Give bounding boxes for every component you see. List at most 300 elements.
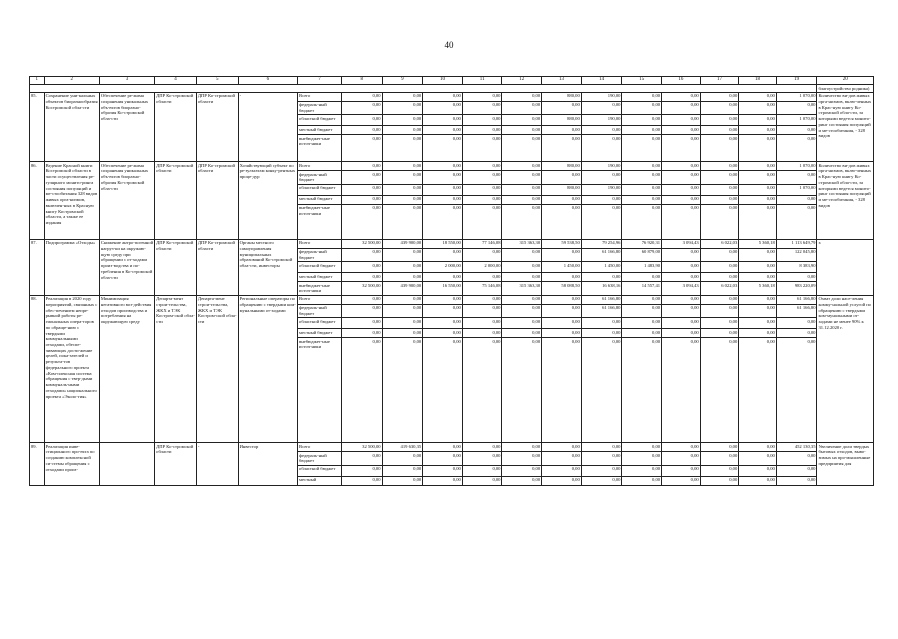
- funding-value: 0,00: [581, 195, 622, 204]
- participant: -: [238, 92, 297, 161]
- funding-value: 452 130,35: [776, 443, 817, 452]
- funding-value: 0,00: [739, 101, 777, 114]
- funding-value: 0,00: [700, 329, 739, 338]
- measure-name: Подпрограмма «Отходы»: [44, 239, 99, 295]
- funding-value: 0,00: [341, 248, 382, 261]
- funding-value: 3 094,43: [662, 239, 701, 248]
- funding-value: 0,00: [423, 338, 463, 443]
- column-number: 20: [817, 77, 874, 85]
- continuation-note: благоустройство родника): [817, 85, 874, 93]
- funding-value: 0,00: [382, 248, 423, 261]
- funding-source: областной бюджет: [298, 115, 342, 126]
- funding-value: 0,00: [502, 443, 542, 452]
- funding-value: 0,00: [739, 92, 777, 101]
- funding-value: 0,00: [423, 304, 463, 317]
- funding-value: 0,00: [502, 262, 542, 273]
- funding-value: 0,00: [341, 204, 382, 239]
- funding-value: 0,00: [423, 465, 463, 476]
- funding-line: [30, 295, 874, 304]
- funding-value: 0,00: [341, 273, 382, 282]
- funding-value: 880,00: [542, 184, 582, 195]
- column-number: 8: [341, 77, 382, 85]
- funding-value: 0,00: [662, 338, 701, 443]
- funding-value: 0,00: [739, 338, 777, 443]
- funding-value: 58 088,50: [542, 282, 582, 295]
- funding-value: 0,00: [662, 318, 701, 329]
- column-number: 2: [44, 77, 99, 85]
- funding-value: 0,00: [622, 92, 662, 101]
- funding-value: 0,00: [502, 92, 542, 101]
- funding-value: 60 879,00: [622, 248, 662, 261]
- funding-value: 0,00: [341, 101, 382, 114]
- column-number: 9: [382, 77, 423, 85]
- funding-value: 0,00: [542, 452, 582, 465]
- funding-value: 32 500,00: [341, 239, 382, 248]
- funding-value: 0,00: [423, 476, 463, 485]
- funding-value: 0,00: [776, 126, 817, 135]
- funding-value: 0,00: [776, 171, 817, 184]
- funding-value: 0,00: [776, 476, 817, 485]
- funding-value: 0,00: [462, 195, 502, 204]
- funding-value: 61 166,80: [581, 248, 622, 261]
- funding-value: 0,00: [581, 273, 622, 282]
- funding-value: 0,00: [542, 465, 582, 476]
- column-number: 7: [298, 77, 342, 85]
- column-number: 4: [155, 77, 197, 85]
- funding-source: Всего: [298, 239, 342, 248]
- funding-value: 0,00: [423, 204, 463, 239]
- funding-value: 0,00: [502, 452, 542, 465]
- funding-value: 0,00: [700, 443, 739, 452]
- funding-value: 0,00: [462, 443, 502, 452]
- funding-value: 0,00: [542, 204, 582, 239]
- funding-value: 190,00: [581, 162, 622, 171]
- funding-value: 3 094,43: [662, 282, 701, 295]
- funding-value: 2 000,00: [462, 262, 502, 273]
- co-executor: ДПР Ко-стромской области: [196, 92, 238, 161]
- funding-value: 0,00: [542, 101, 582, 114]
- funding-value: 0,00: [776, 452, 817, 465]
- funding-value: 0,00: [341, 304, 382, 317]
- funding-value: 0,00: [423, 443, 463, 452]
- funding-value: 0,00: [341, 329, 382, 338]
- funding-value: 0,00: [739, 273, 777, 282]
- funding-value: 16 638,16: [581, 282, 622, 295]
- funding-value: 0,00: [662, 295, 701, 304]
- funding-value: 0,00: [662, 171, 701, 184]
- funding-value: 0,00: [739, 476, 777, 485]
- funding-value: 0,00: [382, 262, 423, 273]
- funding-value: 0,00: [776, 338, 817, 443]
- funding-value: 0,00: [462, 329, 502, 338]
- funding-value: 0,00: [462, 184, 502, 195]
- funding-value: 0,00: [581, 443, 622, 452]
- funding-value: 0,00: [581, 171, 622, 184]
- funding-value: 0,00: [662, 262, 701, 273]
- funding-value: 0,00: [662, 101, 701, 114]
- funding-value: 0,00: [462, 338, 502, 443]
- funding-value: 59 538,50: [542, 239, 582, 248]
- funding-value: 0,00: [542, 273, 582, 282]
- funding-value: 0,00: [462, 171, 502, 184]
- funding-value: 0,00: [341, 452, 382, 465]
- measure-goal: Минимизация негативного воз-действия отходов производства и потребления на окружающую среду: [99, 295, 154, 442]
- funding-value: 0,00: [739, 126, 777, 135]
- funding-source: внебюджет-ные источ-ники: [298, 135, 342, 162]
- funding-value: 0,00: [341, 338, 382, 443]
- funding-value: 1 070,00: [776, 184, 817, 195]
- row-number: 88.: [30, 295, 45, 442]
- funding-value: 0,00: [700, 262, 739, 273]
- funding-value: 0,00: [622, 338, 662, 443]
- column-number: 18: [739, 77, 777, 85]
- funding-value: 32 500,00: [341, 443, 382, 452]
- funding-value: 0,00: [462, 248, 502, 261]
- funding-value: 0,00: [502, 304, 542, 317]
- funding-value: 0,00: [700, 101, 739, 114]
- funding-value: 0,00: [382, 338, 423, 443]
- co-executor: ДПР Ко-стромской области: [196, 162, 238, 239]
- funding-value: 0,00: [700, 295, 739, 304]
- funding-value: 0,00: [382, 184, 423, 195]
- funding-value: 0,00: [502, 115, 542, 126]
- funding-value: 0,00: [776, 204, 817, 239]
- funding-value: 0,00: [739, 262, 777, 273]
- funding-value: 0,00: [700, 476, 739, 485]
- row-number: 86.: [30, 162, 45, 239]
- funding-value: 0,00: [423, 452, 463, 465]
- funding-value: 0,00: [739, 443, 777, 452]
- funding-source: местный бюджет: [298, 126, 342, 135]
- funding-value: 0,00: [662, 195, 701, 204]
- funding-value: 1 483,90: [622, 262, 662, 273]
- funding-value: 0,00: [502, 195, 542, 204]
- funding-value: 0,00: [622, 304, 662, 317]
- funding-value: 0,00: [341, 184, 382, 195]
- funding-value: 5 360,18: [739, 239, 777, 248]
- funding-value: 0,00: [581, 204, 622, 239]
- funding-value: 0,00: [542, 443, 582, 452]
- funding-value: 0,00: [341, 318, 382, 329]
- funding-line: [30, 92, 874, 101]
- row-number: 85.: [30, 92, 45, 161]
- funding-value: 0,00: [776, 465, 817, 476]
- funding-value: 0,00: [462, 465, 502, 476]
- target-indicator: Количество ви-дов живых орга-низмов, вклю-ченных в Крас-ную книгу Ко-стромской обла-сти, за которыми ведется монито-ринг состояния популяций и ме-стообитания, - 328 видов: [817, 92, 874, 161]
- funding-value: 0,00: [382, 452, 423, 465]
- funding-value: 6 022,03: [700, 282, 739, 295]
- funding-value: 0,00: [739, 329, 777, 338]
- funding-value: 0,00: [423, 162, 463, 171]
- continuation-row: [30, 85, 874, 93]
- funding-value: 0,00: [382, 318, 423, 329]
- co-executor: Департа-мент строи-тельства, ЖКХ и ТЭК Костром-ской обла-сти: [196, 295, 238, 442]
- measure-goal: [99, 443, 154, 485]
- responsible-executor: ДПР Ко-стромской области: [155, 239, 197, 295]
- funding-value: 0,00: [542, 126, 582, 135]
- funding-value: 0,00: [739, 162, 777, 171]
- funding-value: 0,00: [662, 304, 701, 317]
- funding-source: Всего: [298, 92, 342, 101]
- funding-source: Всего: [298, 295, 342, 304]
- funding-value: 0,00: [776, 318, 817, 329]
- column-number: 19: [776, 77, 817, 85]
- funding-value: 0,00: [502, 338, 542, 443]
- funding-source: федераль-ный бюджет: [298, 304, 342, 317]
- funding-value: 0,00: [622, 184, 662, 195]
- funding-value: 0,00: [622, 318, 662, 329]
- funding-value: 0,00: [382, 162, 423, 171]
- funding-value: 1 450,00: [542, 262, 582, 273]
- measure-goal: Обеспечение ре-жима сохранения уникальных объ-ектов биоразно-образия Ко-стромской обла-сти: [99, 162, 154, 239]
- funding-source: областной бюджет: [298, 318, 342, 329]
- funding-value: 0,00: [700, 184, 739, 195]
- funding-value: 439 900,00: [382, 239, 423, 248]
- funding-value: 0,00: [581, 452, 622, 465]
- funding-value: 0,00: [462, 92, 502, 101]
- funding-value: 0,00: [662, 184, 701, 195]
- participant: Органы местного самоуправления муниципальных образований Ко-стромской обла-сти, инвесторы: [238, 239, 297, 295]
- funding-value: 1 070,00: [776, 162, 817, 171]
- funding-value: 0,00: [739, 195, 777, 204]
- funding-value: 0,00: [341, 262, 382, 273]
- column-number-row: [30, 77, 874, 85]
- funding-value: 0,00: [382, 195, 423, 204]
- target-indicator: Увеличение доли твердых бытовых отходов, выво-зимых на про-мышленные предприятия для: [817, 443, 874, 485]
- column-number: 12: [502, 77, 542, 85]
- funding-value: 0,00: [700, 318, 739, 329]
- funding-value: 0,00: [662, 443, 701, 452]
- column-number: 16: [662, 77, 701, 85]
- funding-value: 0,00: [382, 115, 423, 126]
- funding-value: 0,00: [423, 126, 463, 135]
- funding-value: 0,00: [739, 318, 777, 329]
- funding-value: 0,00: [581, 318, 622, 329]
- row-number: 87.: [30, 239, 45, 295]
- funding-value: 0,00: [462, 318, 502, 329]
- funding-value: 0,00: [700, 452, 739, 465]
- funding-value: 0,00: [423, 135, 463, 162]
- funding-value: 1 113 649,79: [776, 239, 817, 248]
- funding-value: 0,00: [462, 476, 502, 485]
- funding-value: 439 900,00: [382, 282, 423, 295]
- funding-value: 0,00: [581, 135, 622, 162]
- funding-value: 0,00: [542, 248, 582, 261]
- funding-value: 0,00: [382, 126, 423, 135]
- funding-value: 0,00: [462, 101, 502, 114]
- funding-value: 0,00: [341, 476, 382, 485]
- program-table: [29, 76, 874, 486]
- funding-value: 0,00: [502, 476, 542, 485]
- funding-source: местный: [298, 476, 342, 485]
- target-indicator: Количество ви-дов живых орга-низмов, вклю-ченных в Крас-ную книгу Ко-стромской обла-сти, за которыми ведется монито-ринг состояния популяций и ме-стообитания, - 328 видов: [817, 162, 874, 239]
- funding-value: 0,00: [423, 115, 463, 126]
- column-number: 11: [462, 77, 502, 85]
- funding-value: 0,00: [502, 248, 542, 261]
- funding-value: 0,00: [662, 162, 701, 171]
- column-number: 13: [542, 77, 582, 85]
- funding-value: 0,00: [622, 465, 662, 476]
- funding-value: 0,00: [622, 273, 662, 282]
- funding-value: 0,00: [581, 476, 622, 485]
- funding-value: 0,00: [700, 304, 739, 317]
- funding-value: 0,00: [739, 184, 777, 195]
- participant: Хозяйствующий субъект по ре-зультатам конку-рентных проце-дур: [238, 162, 297, 239]
- funding-value: 0,00: [776, 135, 817, 162]
- funding-value: 0,00: [502, 273, 542, 282]
- funding-value: 880,00: [542, 115, 582, 126]
- funding-value: 880,00: [542, 92, 582, 101]
- funding-value: 0,00: [700, 465, 739, 476]
- funding-value: 0,00: [700, 115, 739, 126]
- funding-value: 0,00: [622, 329, 662, 338]
- funding-value: 61 166,80: [581, 295, 622, 304]
- funding-value: 419 630,35: [382, 443, 423, 452]
- funding-value: 0,00: [502, 101, 542, 114]
- measure-goal: Снижение антро-погенной нагруз-ки на окружаю-щую среду при обращении с от-ходами произ-водства и по-требления в Ко-стромской обла-сти: [99, 239, 154, 295]
- funding-value: 0,00: [462, 162, 502, 171]
- funding-value: 1 070,00: [776, 115, 817, 126]
- funding-source: областной бюджет: [298, 184, 342, 195]
- funding-value: 0,00: [423, 195, 463, 204]
- funding-value: 0,00: [739, 452, 777, 465]
- funding-value: 8 383,90: [776, 262, 817, 273]
- funding-line: [30, 162, 874, 171]
- funding-value: 0,00: [341, 465, 382, 476]
- funding-source: внебюджет-ные источ-ники: [298, 282, 342, 295]
- responsible-executor: ДПР Ко-стромской области: [155, 162, 197, 239]
- funding-value: 0,00: [581, 126, 622, 135]
- funding-value: 0,00: [700, 273, 739, 282]
- funding-value: 0,00: [462, 295, 502, 304]
- funding-source: Всего: [298, 162, 342, 171]
- funding-value: 0,00: [502, 135, 542, 162]
- funding-source: внебюджет-ные источ-ники: [298, 204, 342, 239]
- funding-value: 0,00: [341, 171, 382, 184]
- funding-value: 0,00: [382, 465, 423, 476]
- funding-value: 0,00: [662, 273, 701, 282]
- funding-value: 0,00: [662, 465, 701, 476]
- funding-value: 0,00: [382, 135, 423, 162]
- funding-value: 0,00: [382, 329, 423, 338]
- funding-value: 0,00: [622, 171, 662, 184]
- funding-source: Всего: [298, 443, 342, 452]
- funding-value: 0,00: [776, 195, 817, 204]
- target-indicator: х: [817, 239, 874, 295]
- funding-value: 0,00: [700, 195, 739, 204]
- funding-value: 0,00: [662, 135, 701, 162]
- funding-value: 0,00: [542, 304, 582, 317]
- funding-value: 0,00: [462, 273, 502, 282]
- funding-source: федераль-ный бюджет: [298, 101, 342, 114]
- funding-value: 0,00: [700, 204, 739, 239]
- funding-value: 983 220,09: [776, 282, 817, 295]
- funding-source: местный бюджет: [298, 273, 342, 282]
- funding-value: 0,00: [341, 135, 382, 162]
- column-number: 14: [581, 77, 622, 85]
- funding-value: 0,00: [581, 465, 622, 476]
- funding-value: 0,00: [382, 476, 423, 485]
- funding-value: 5 360,18: [739, 282, 777, 295]
- funding-value: 0,00: [341, 295, 382, 304]
- funding-value: 16 550,00: [423, 282, 463, 295]
- funding-line: [30, 239, 874, 248]
- funding-value: 880,00: [542, 162, 582, 171]
- funding-value: 0,00: [542, 338, 582, 443]
- column-number: 10: [423, 77, 463, 85]
- funding-source: областной бюджет: [298, 465, 342, 476]
- funding-value: 0,00: [542, 476, 582, 485]
- funding-value: 0,00: [622, 126, 662, 135]
- funding-value: 0,00: [581, 101, 622, 114]
- funding-value: 0,00: [341, 115, 382, 126]
- funding-value: 0,00: [341, 92, 382, 101]
- measure-name: Реализация в 2020 году мероприятий, связанных с обес-печением непре-рывной работы ре-гиональных опера-торов по обраще-нию с твердыми коммунальными отходами, обеспе-чивающих дости-жение целей, пока-зателей и результа-тов федерального проекта «Ком-плексная система обращения с твер-дыми коммуналь-ными отходами» национального проекта «Эколо-гия»: [44, 295, 99, 442]
- funding-value: 6 022,03: [700, 239, 739, 248]
- funding-value: 0,00: [622, 195, 662, 204]
- funding-value: 0,00: [423, 318, 463, 329]
- funding-value: 0,00: [423, 273, 463, 282]
- funding-value: 0,00: [462, 304, 502, 317]
- funding-value: 0,00: [462, 115, 502, 126]
- funding-value: 0,00: [700, 248, 739, 261]
- funding-value: 0,00: [382, 204, 423, 239]
- funding-value: 0,00: [662, 115, 701, 126]
- funding-value: 0,00: [423, 184, 463, 195]
- funding-value: 0,00: [662, 452, 701, 465]
- funding-source: федераль-ный бюджет: [298, 171, 342, 184]
- funding-value: 0,00: [700, 135, 739, 162]
- funding-value: 0,00: [382, 273, 423, 282]
- funding-value: 0,00: [502, 465, 542, 476]
- funding-value: 0,00: [700, 338, 739, 443]
- column-number: 1: [30, 77, 45, 85]
- funding-value: 0,00: [423, 248, 463, 261]
- column-number: 5: [196, 77, 238, 85]
- funding-value: 0,00: [776, 273, 817, 282]
- continuation-spacer: [30, 85, 817, 93]
- measure-name: Реализация инве-стиционного про-екта по созданию комплексной си-стемы обращения с отходами произ-: [44, 443, 99, 485]
- funding-value: 0,00: [776, 329, 817, 338]
- funding-value: 0,00: [462, 204, 502, 239]
- target-indicator: Охват доли насе-ления комму-нальной услугой по обращению с твердыми ком-мунальными от-ходами не менее 90% к 31.12.2020 г.: [817, 295, 874, 442]
- funding-value: 315 363,30: [502, 282, 542, 295]
- funding-value: 190,00: [581, 115, 622, 126]
- funding-value: 0,00: [502, 171, 542, 184]
- funding-value: 0,00: [341, 162, 382, 171]
- funding-value: 0,00: [739, 248, 777, 261]
- funding-value: 190,00: [581, 92, 622, 101]
- funding-value: 190,00: [581, 184, 622, 195]
- funding-value: 0,00: [423, 295, 463, 304]
- funding-source: федераль-ный бюджет: [298, 248, 342, 261]
- funding-value: 0,00: [423, 92, 463, 101]
- column-number: 6: [238, 77, 297, 85]
- column-number: 15: [622, 77, 662, 85]
- co-executor: ДПР Ко-стромской области: [196, 239, 238, 295]
- funding-value: 76 920,31: [622, 239, 662, 248]
- funding-value: 0,00: [462, 135, 502, 162]
- funding-value: 0,00: [622, 204, 662, 239]
- funding-value: 0,00: [662, 92, 701, 101]
- funding-value: 2 000,00: [423, 262, 463, 273]
- funding-value: 0,00: [739, 465, 777, 476]
- measure-name: Сохранение уни-кальных объектов биоразнообразия Костромской обла-сти: [44, 92, 99, 161]
- funding-value: 0,00: [462, 452, 502, 465]
- funding-source: федераль-ный бюджет: [298, 452, 342, 465]
- funding-value: 0,00: [341, 195, 382, 204]
- funding-value: 0,00: [622, 295, 662, 304]
